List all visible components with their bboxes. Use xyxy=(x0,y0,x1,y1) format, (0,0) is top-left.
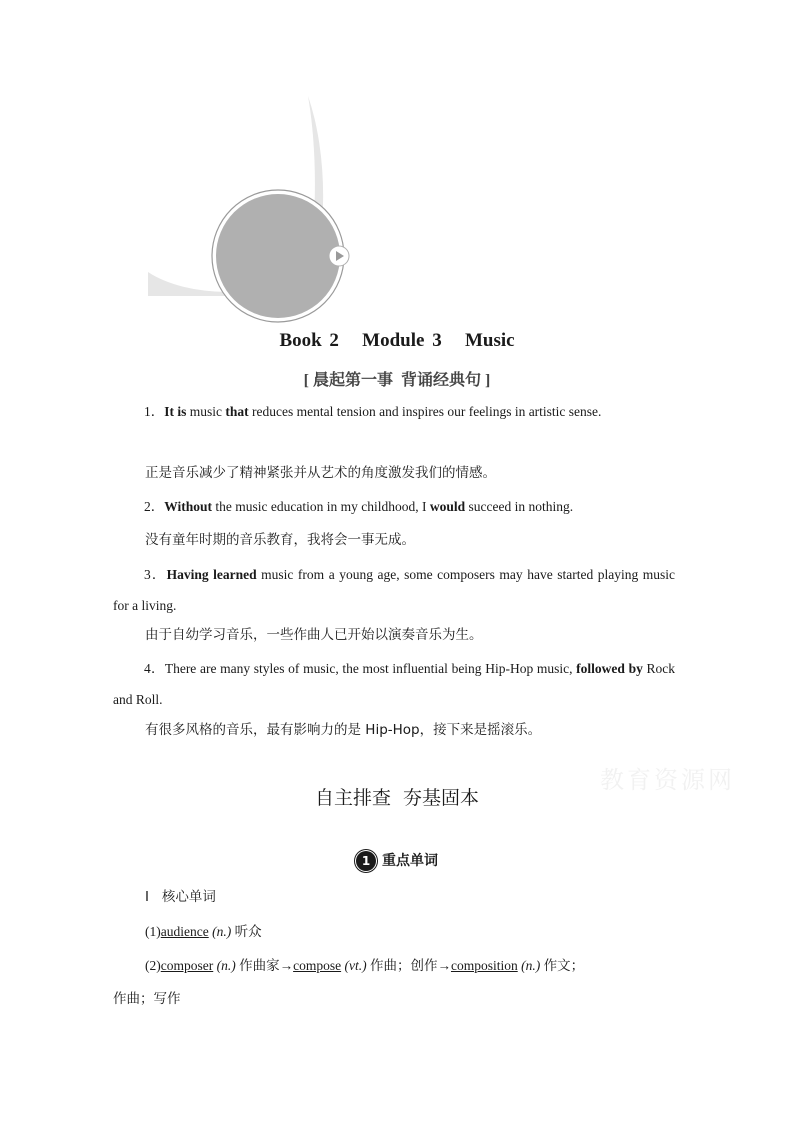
sentence-4-english: 4．There are many styles of music, the most influential being Hip-Hop music, followed by Rock and Roll. xyxy=(113,661,676,707)
sentence-3-chinese: 由于自幼学习音乐，一些作曲人已开始以演奏音乐为生。 xyxy=(145,627,483,643)
sentence-2-english: 2．Without the music education in my childhood, I would succeed in nothing. xyxy=(144,499,574,514)
sentence-1-chinese: 正是音乐减少了精神紧张并从艺术的角度激发我们的情感。 xyxy=(145,465,496,481)
number-badge: 1 xyxy=(356,851,376,871)
sentence-2-chinese: 没有童年时期的音乐教育，我将会一事无成。 xyxy=(145,532,415,548)
subsection-heading xyxy=(0,850,794,871)
vocab-answer: composition xyxy=(450,958,518,973)
section-heading: 自主排查 夯基固本 xyxy=(314,787,480,809)
decorative-disc-graphic xyxy=(0,0,794,340)
vocab-answer: compose xyxy=(293,958,342,973)
vocab-answer: composer xyxy=(160,958,214,973)
disc xyxy=(216,194,340,318)
sentence-4-chinese: 有很多风格的音乐，最有影响力的是 Hip-Hop，接下来是摇滚乐。 xyxy=(145,722,542,738)
vocab-item-2-continued: 作曲；写作 xyxy=(113,991,181,1007)
vocab-answer: audience xyxy=(160,924,209,939)
sentence-1-english: 1．It is music that reduces mental tension and inspires our feelings in artistic sense. xyxy=(144,404,602,419)
vocab-item-2: (2)composer (n.) 作曲家→compose (vt.) 作曲；创作→composition (n.) 作文； xyxy=(145,958,585,974)
page-title: Book 2 Module 3 Music xyxy=(279,330,515,351)
sentence-3-english: 3．Having learned music from a young age, some composers may have started playing music for a living. xyxy=(113,567,675,613)
page-subtitle: [ 晨起第一事 背诵经典句 ] xyxy=(303,372,491,389)
watermark: 教育资源网 xyxy=(600,766,735,794)
subsection-label: 重点单词 xyxy=(382,853,438,869)
vocab-item-1: (1)audience (n.) 听众 xyxy=(145,924,262,940)
vocab-part-label: Ⅰ 核心单词 xyxy=(145,889,216,905)
